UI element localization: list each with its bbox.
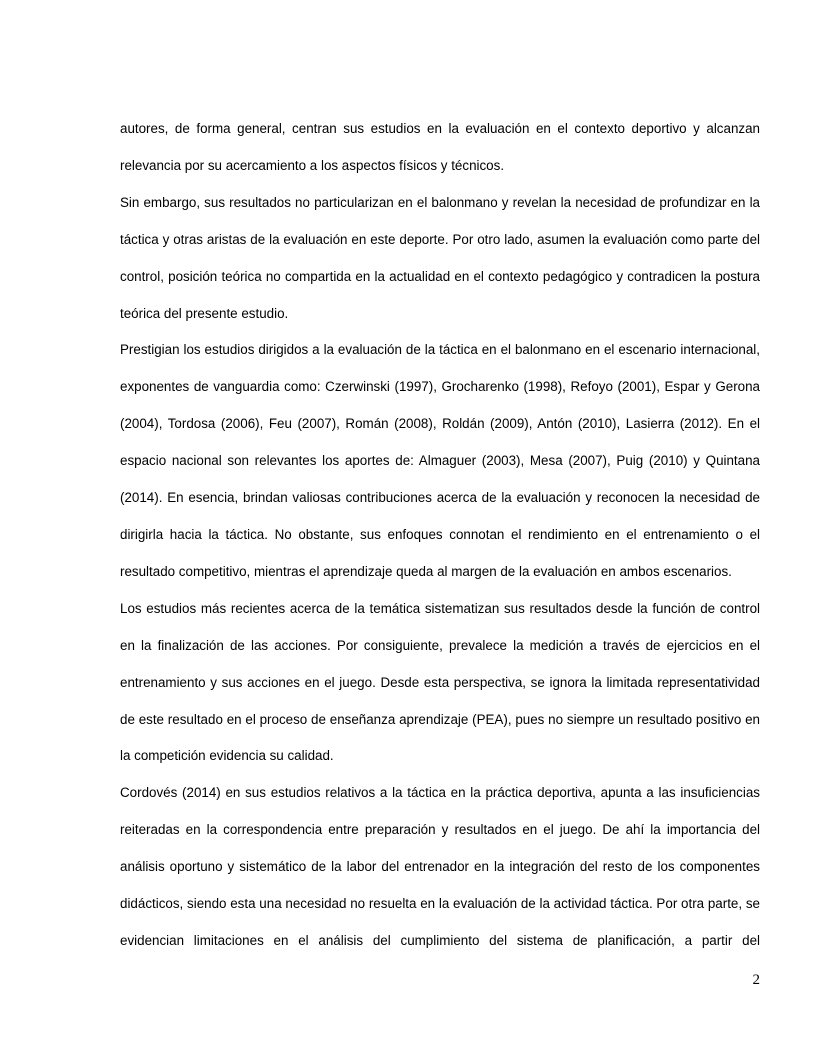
paragraph-3: Prestigian los estudios dirigidos a la evaluación de la táctica en el balonmano en el escenario internacional, exponentes de vanguardia como: Czerwinski (1997), Grocharenko (1998), Refoyo (2001), Espar y Gerona (2004), Tordosa (2006), Feu (2007), Román (2008), Roldán (2009), Antón (2010), Lasierra (2012). En el espacio nacional son relevantes los aportes de: Almaguer (2003), Mesa (2007), Puig (2010) y Quintana (2014). En esencia, brindan valiosas contribuciones acerca de la evaluación y reconocen la necesidad de dirigirla hacia la táctica. No obstante, sus enfoques connotan el rendimiento en el entrenamiento o el resultado competitivo, mientras el aprendizaje queda al margen de la evaluación en ambos escenarios. [120, 342, 760, 579]
page-number: 2 [752, 972, 760, 988]
paragraph-4: Los estudios más recientes acerca de la temática sistematizan sus resultados desde la función de control en la finalización de las acciones. Por consiguiente, prevalece la medición a través de ejercicios en el entrenamiento y sus acciones en el juego. Desde esta perspectiva, se ignora la limitada representatividad de este resultado en el proceso de enseñanza aprendizaje (PEA), pues no siempre un resultado positivo en la competición evidencia su calidad. [120, 600, 760, 764]
paragraph-5: Cordovés (2014) en sus estudios relativos a la táctica en la práctica deportiva, apunta a las insuficiencias reiteradas en la correspondencia entre preparación y resultados en el juego. De ahí la importancia del análisis oportuno y sistemático de la labor del entrenador en la integración del resto de los componentes didácticos, siendo esta una necesidad no resuelta en la evaluación de la actividad táctica. Por otra parte, se evidencian limitaciones en el análisis del cumplimiento del sistema de planificación, a partir del [120, 785, 760, 948]
page-body [120, 111, 760, 960]
paragraph-1: autores, de forma general, centran sus estudios en la evaluación en el contexto deportivo y alcanzan relevancia por su acercamiento a los aspectos físicos y técnicos. [120, 121, 760, 173]
paragraph-2: Sin embargo, sus resultados no particularizan en el balonmano y revelan la necesidad de profundizar en la táctica y otras aristas de la evaluación en este deporte. Por otro lado, asumen la evaluación como parte del control, posición teórica no compartida en la actualidad en el contexto pedagógico y contradicen la postura teórica del presente estudio. [120, 194, 760, 321]
